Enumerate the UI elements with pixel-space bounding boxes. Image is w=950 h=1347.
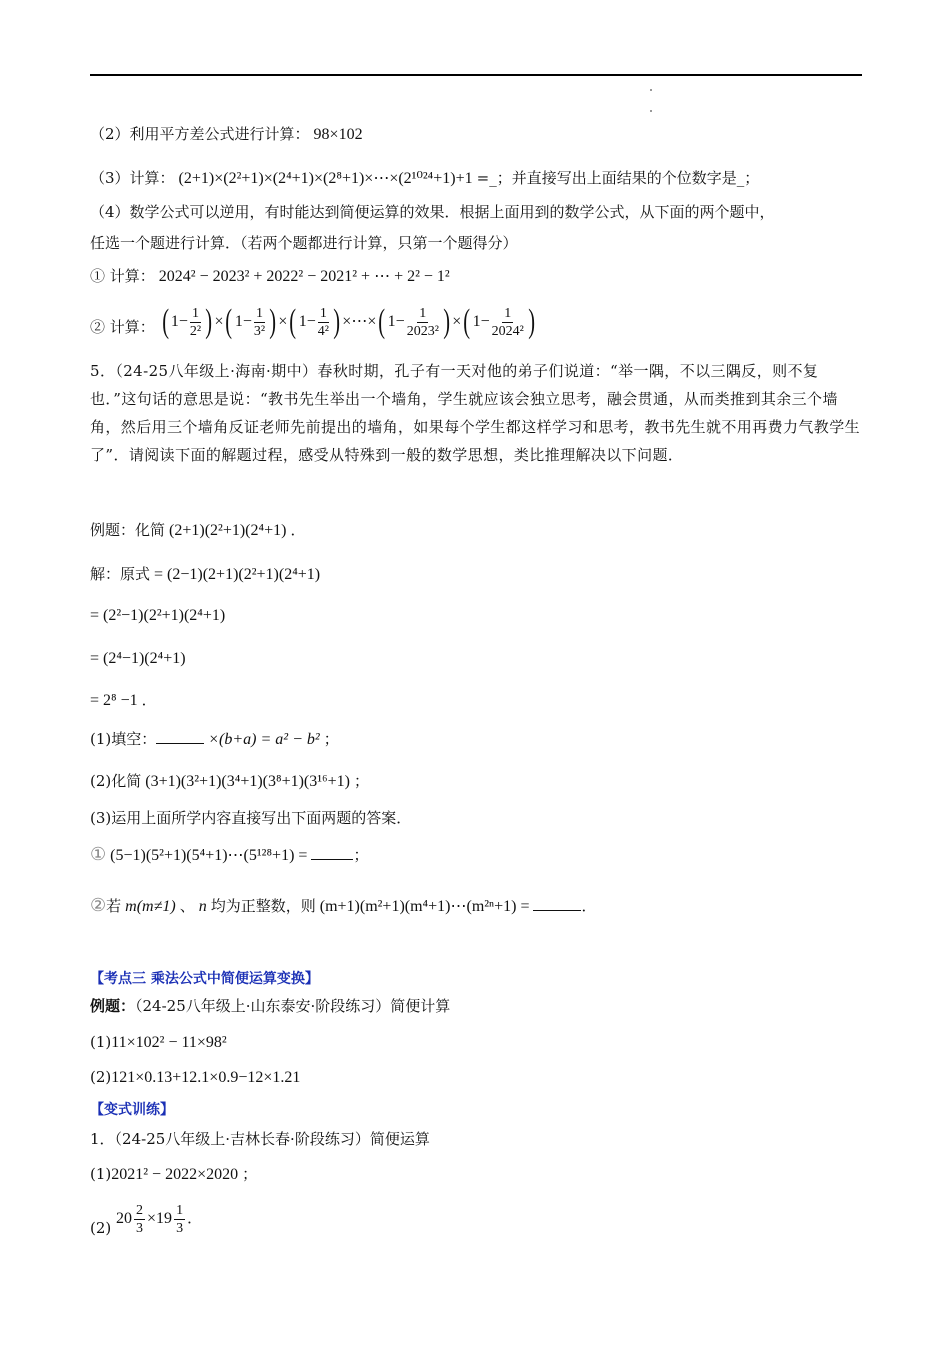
decor-dot xyxy=(650,89,652,91)
q3-expression: (2+1)×(2²+1)×(2⁴+1)×(2⁸+1)×⋯×(2¹⁰²⁴+1)+1 xyxy=(178,170,473,187)
q5-part-2: (2)化简 (3+1)(3²+1)(3⁴+1)(3⁸+1)(3¹⁶+1) ； xyxy=(90,772,369,790)
solution-line-4: = 2⁸ −1 ． xyxy=(90,691,157,709)
q4-item-2-label: ② 计算： xyxy=(90,318,155,336)
q3-tail: =_；并直接写出上面结果的个位数字是_； xyxy=(476,169,760,187)
k3-example-1: (1)11×102² − 11×98² xyxy=(90,1033,227,1051)
q5-paragraph: 5．（24-25八年级上·海南·期中）春秋时期，孔子有一天对他的弟子们说道：“举一隅，不以三隅反，则不复也．”这句话的意思是说：“教书先生举出一个墙角，学生就应该会独立思考，融会贯通，从而类推到其余三个墙角，然后用三个墙角反证老师先前提出的墙角，如果每个学生都这样学习和思考，教书先生就不用再费力气教学生了”．请阅读下面的解题过程，感受从特殊到一般的数学思想，类比推理解决以下问题． xyxy=(90,362,861,464)
section-heading: 【考点三 乘法公式中简便运算变换】 xyxy=(90,971,319,987)
q5-part-3: (3)运用上面所学内容直接写出下面两题的答案． xyxy=(90,809,412,827)
k3-example-2: (2)121×0.13+12.1×0.9−12×1.21 xyxy=(90,1068,301,1086)
decor-dot xyxy=(650,110,652,112)
q4-item-1 xyxy=(90,264,454,289)
q3-label: （3）计算： xyxy=(90,169,175,187)
variant-1-part-2: (2) 20 $\frac{2}{3}$ ×19 $\frac{1}{3}$ ． xyxy=(90,1202,203,1237)
solution-line-2: = (2²−1)(2²+1)(2⁴+1) xyxy=(90,607,226,624)
q5-part-3-item-2: ②若 m(m≠1) 、 n 均为正整数，则 (m+1)(m²+1)(m⁴+1)⋯(m²ⁿ+1) = ． xyxy=(90,895,597,916)
q4-line-1: （4）数学公式可以逆用，有时能达到简便运算的效果．根据上面用到的数学公式，从下面的两个题中， xyxy=(90,203,775,221)
q4-item-1-label: ① 计算： xyxy=(90,267,155,285)
variant-1-part-1: (1)2021² − 2022×2020 ； xyxy=(90,1165,258,1183)
question-2 xyxy=(90,122,367,147)
variant-heading: 【变式训练】 xyxy=(90,1102,174,1118)
solution-line-1: 解：原式 = (2−1)(2+1)(2²+1)(2⁴+1) xyxy=(90,565,321,583)
q2-expression: 98×102 xyxy=(313,126,363,143)
solution-label: 解：原式 xyxy=(90,565,151,583)
q4-item-2-expression: ( 1− $\frac{1}{\text{2²}}$ ) × ( 1− $\frac{1}{\text{3²}}$ ) × ( 1− $\frac{1}{\text{4²}}$ ) ×⋯× ( 1− $\frac{1}{\text{2023²}}$ ) × ( 1− $\frac{1}{\text{2024²}}$ ) xyxy=(161,303,535,340)
solution-line-3: = (2⁴−1)(2⁴+1) xyxy=(90,650,186,667)
answer-blank[interactable] xyxy=(533,896,581,911)
q5-example: 例题：化简 (2+1)(2²+1)(2⁴+1) ． xyxy=(90,521,306,539)
q5-part-1: (1)填空： ×(b+a) = a² − b² ； xyxy=(90,730,339,748)
q4-item-1-expression: 2024² − 2023² + 2022² − 2021² + ⋯ + 2² − 1² xyxy=(158,268,450,285)
k3-example: 例题：（24-25八年级上·山东泰安·阶段练习）简便计算 xyxy=(90,997,451,1015)
q4-item-2 xyxy=(90,300,537,349)
header-rule xyxy=(90,74,862,76)
example-expression: (2+1)(2²+1)(2⁴+1) xyxy=(169,522,287,539)
q5-part-3-item-1: ① (5−1)(5²+1)(5⁴+1)⋯(5¹²⁸+1) = ； xyxy=(90,844,369,865)
q2-label: （2）利用平方差公式进行计算： xyxy=(90,125,310,143)
q4-line-2: 任选一个题进行计算．（若两个题都进行计算，只第一个题得分） xyxy=(90,234,518,252)
answer-blank[interactable] xyxy=(156,729,204,744)
question-3 xyxy=(90,166,759,191)
variant-1: 1．（24-25八年级上·吉林长春·阶段练习）简便运算 xyxy=(90,1130,430,1148)
answer-blank[interactable] xyxy=(311,845,353,860)
example-label: 例题：化简 xyxy=(90,521,166,539)
